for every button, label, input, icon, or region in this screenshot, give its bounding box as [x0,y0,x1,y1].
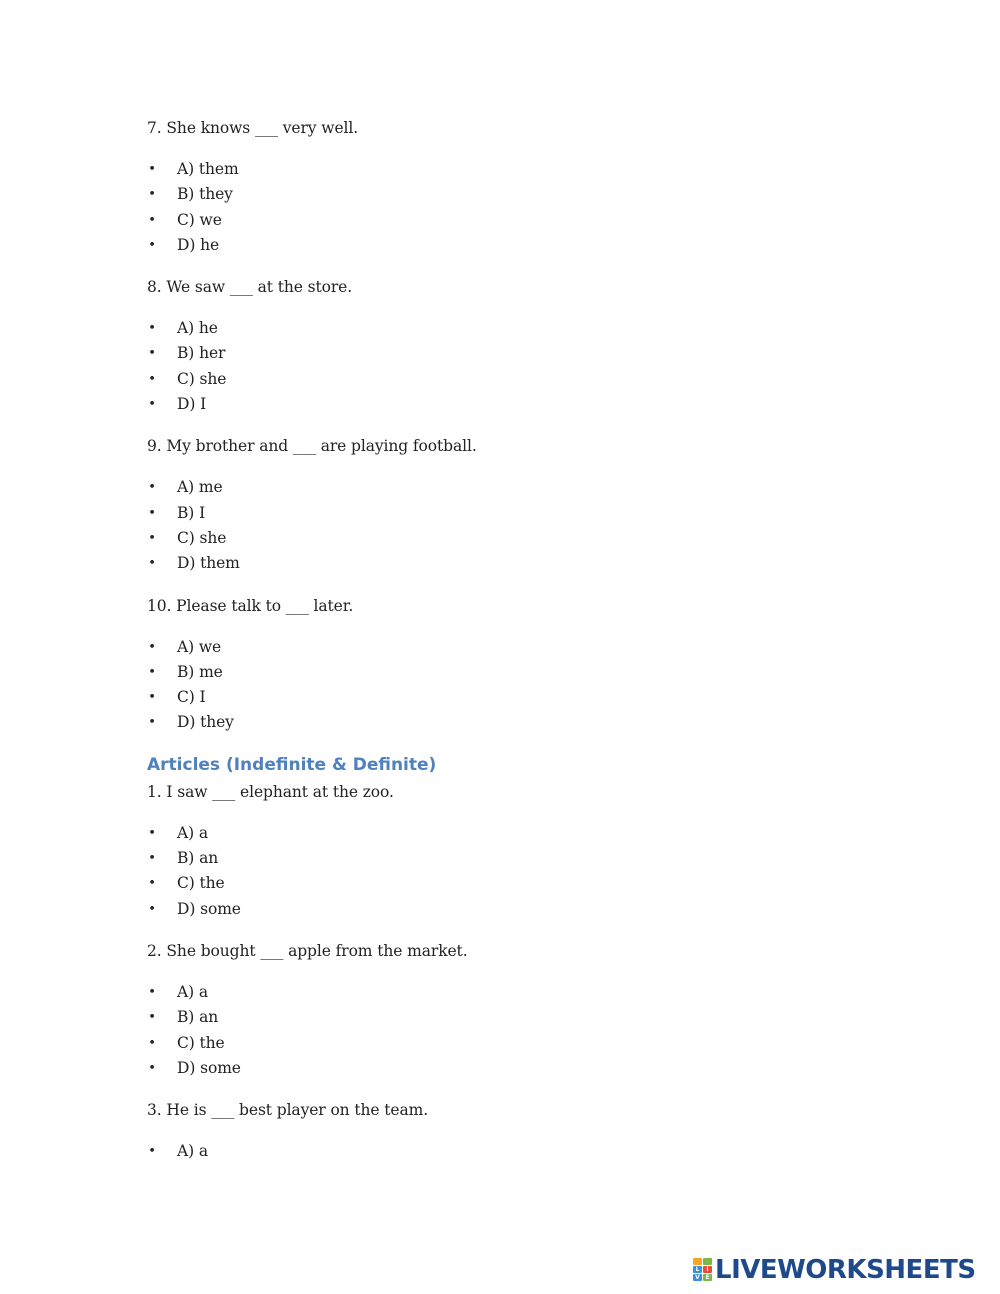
answer-option [147,846,907,871]
logo-square: L [693,1266,702,1273]
logo-square: E [703,1274,712,1281]
answer-option [147,1056,907,1081]
answer-option [147,1005,907,1030]
answer-option [147,1139,907,1164]
section-heading: Articles (Indefinite & Definite) [147,754,437,775]
bullet-icon: • [148,664,156,680]
answer-option [147,635,907,660]
bullet-icon: • [148,984,156,1000]
bullet-icon: • [148,505,156,521]
answer-option-label: D) they [177,713,234,732]
answer-option-label: D) I [177,395,207,414]
answer-option [147,233,907,258]
bullet-icon: • [148,1010,156,1026]
answer-option [147,551,907,576]
answer-option [147,980,907,1005]
answer-option-label: B) an [177,849,219,868]
question-text: 8. We saw ___ at the store. [147,278,353,297]
logo-square: I [703,1266,712,1273]
answer-option-label: A) he [177,319,218,338]
bullet-icon: • [148,1060,156,1076]
answer-option [147,316,907,341]
answer-options-list [147,157,907,258]
answer-option [147,392,907,417]
answer-option-label: A) a [177,1142,209,1161]
answer-options-list [147,980,907,1081]
answer-option-label: C) the [177,874,225,893]
bullet-icon: • [148,690,156,706]
bullet-icon: • [148,556,156,572]
answer-option-label: D) some [177,899,241,918]
bullet-icon: • [148,1144,156,1160]
bullet-icon: • [148,237,156,253]
answer-option-label: A) them [177,160,239,178]
answer-options-list [147,821,907,922]
bullet-icon: • [148,397,156,413]
answer-option [147,897,907,922]
answer-option [147,182,907,207]
answer-option [147,660,907,685]
bullet-icon: • [148,851,156,867]
bullet-icon: • [148,212,156,228]
answer-options-list [147,475,907,576]
question-text: 9. My brother and ___ are playing football. [147,437,477,456]
bullet-icon: • [148,346,156,362]
answer-option-label: D) some [177,1058,241,1077]
answer-options-list [147,316,907,417]
bullet-icon: • [148,187,156,203]
answer-option-label: B) they [177,185,233,204]
liveworksheets-logo-icon [693,1258,713,1282]
answer-option-label: B) an [177,1008,219,1027]
answer-option [147,157,907,182]
answer-option-label: B) me [177,662,223,681]
bullet-icon: • [148,480,156,496]
answer-option [147,526,907,551]
answer-option-label: B) her [177,344,226,363]
bullet-icon: • [148,371,156,387]
bullet-icon: • [148,876,156,892]
answer-options-list [147,1139,907,1164]
bullet-icon: • [148,162,156,177]
answer-option-label: C) the [177,1033,225,1052]
answer-option-label: A) we [177,637,222,656]
answer-option [147,710,907,735]
question-text: 10. Please talk to ___ later. [147,596,354,615]
question-text: 2. She bought ___ apple from the market. [147,941,468,960]
bullet-icon: • [148,825,156,841]
bullet-icon: • [148,639,156,655]
logo-square [693,1258,702,1265]
bullet-icon: • [148,901,156,917]
answer-option [147,685,907,710]
answer-option-label: D) them [177,554,240,573]
answer-option [147,501,907,526]
answer-option-label: D) he [177,235,220,254]
answer-option-label: A) a [177,982,209,1001]
liveworksheets-logo [693,1256,976,1284]
answer-option [147,871,907,896]
bullet-icon: • [148,321,156,337]
answer-options-list [147,635,907,736]
answer-option-label: C) she [177,369,227,388]
answer-option-label: C) I [177,688,206,707]
logo-square: V [693,1274,702,1281]
question-text: 1. I saw ___ elephant at the zoo. [147,782,394,801]
answer-option-label: B) I [177,503,206,522]
bullet-icon: • [148,530,156,546]
answer-option-label: A) me [177,478,223,497]
bullet-icon: • [148,715,156,731]
answer-option-label: A) a [177,823,209,842]
answer-option-label: C) we [177,210,222,229]
question-text: 3. He is ___ best player on the team. [147,1101,429,1120]
answer-option-label: C) she [177,528,227,547]
liveworksheets-logo-text: LIVEWORKSHEETS [715,1255,976,1285]
answer-option [147,367,907,392]
answer-option [147,475,907,500]
answer-option [147,208,907,233]
answer-option [147,1031,907,1056]
worksheet-content [147,116,907,1181]
answer-option [147,341,907,366]
logo-square [703,1258,712,1265]
question-text: 7. She knows ___ very well. [147,119,359,137]
answer-option [147,821,907,846]
bullet-icon: • [148,1035,156,1051]
